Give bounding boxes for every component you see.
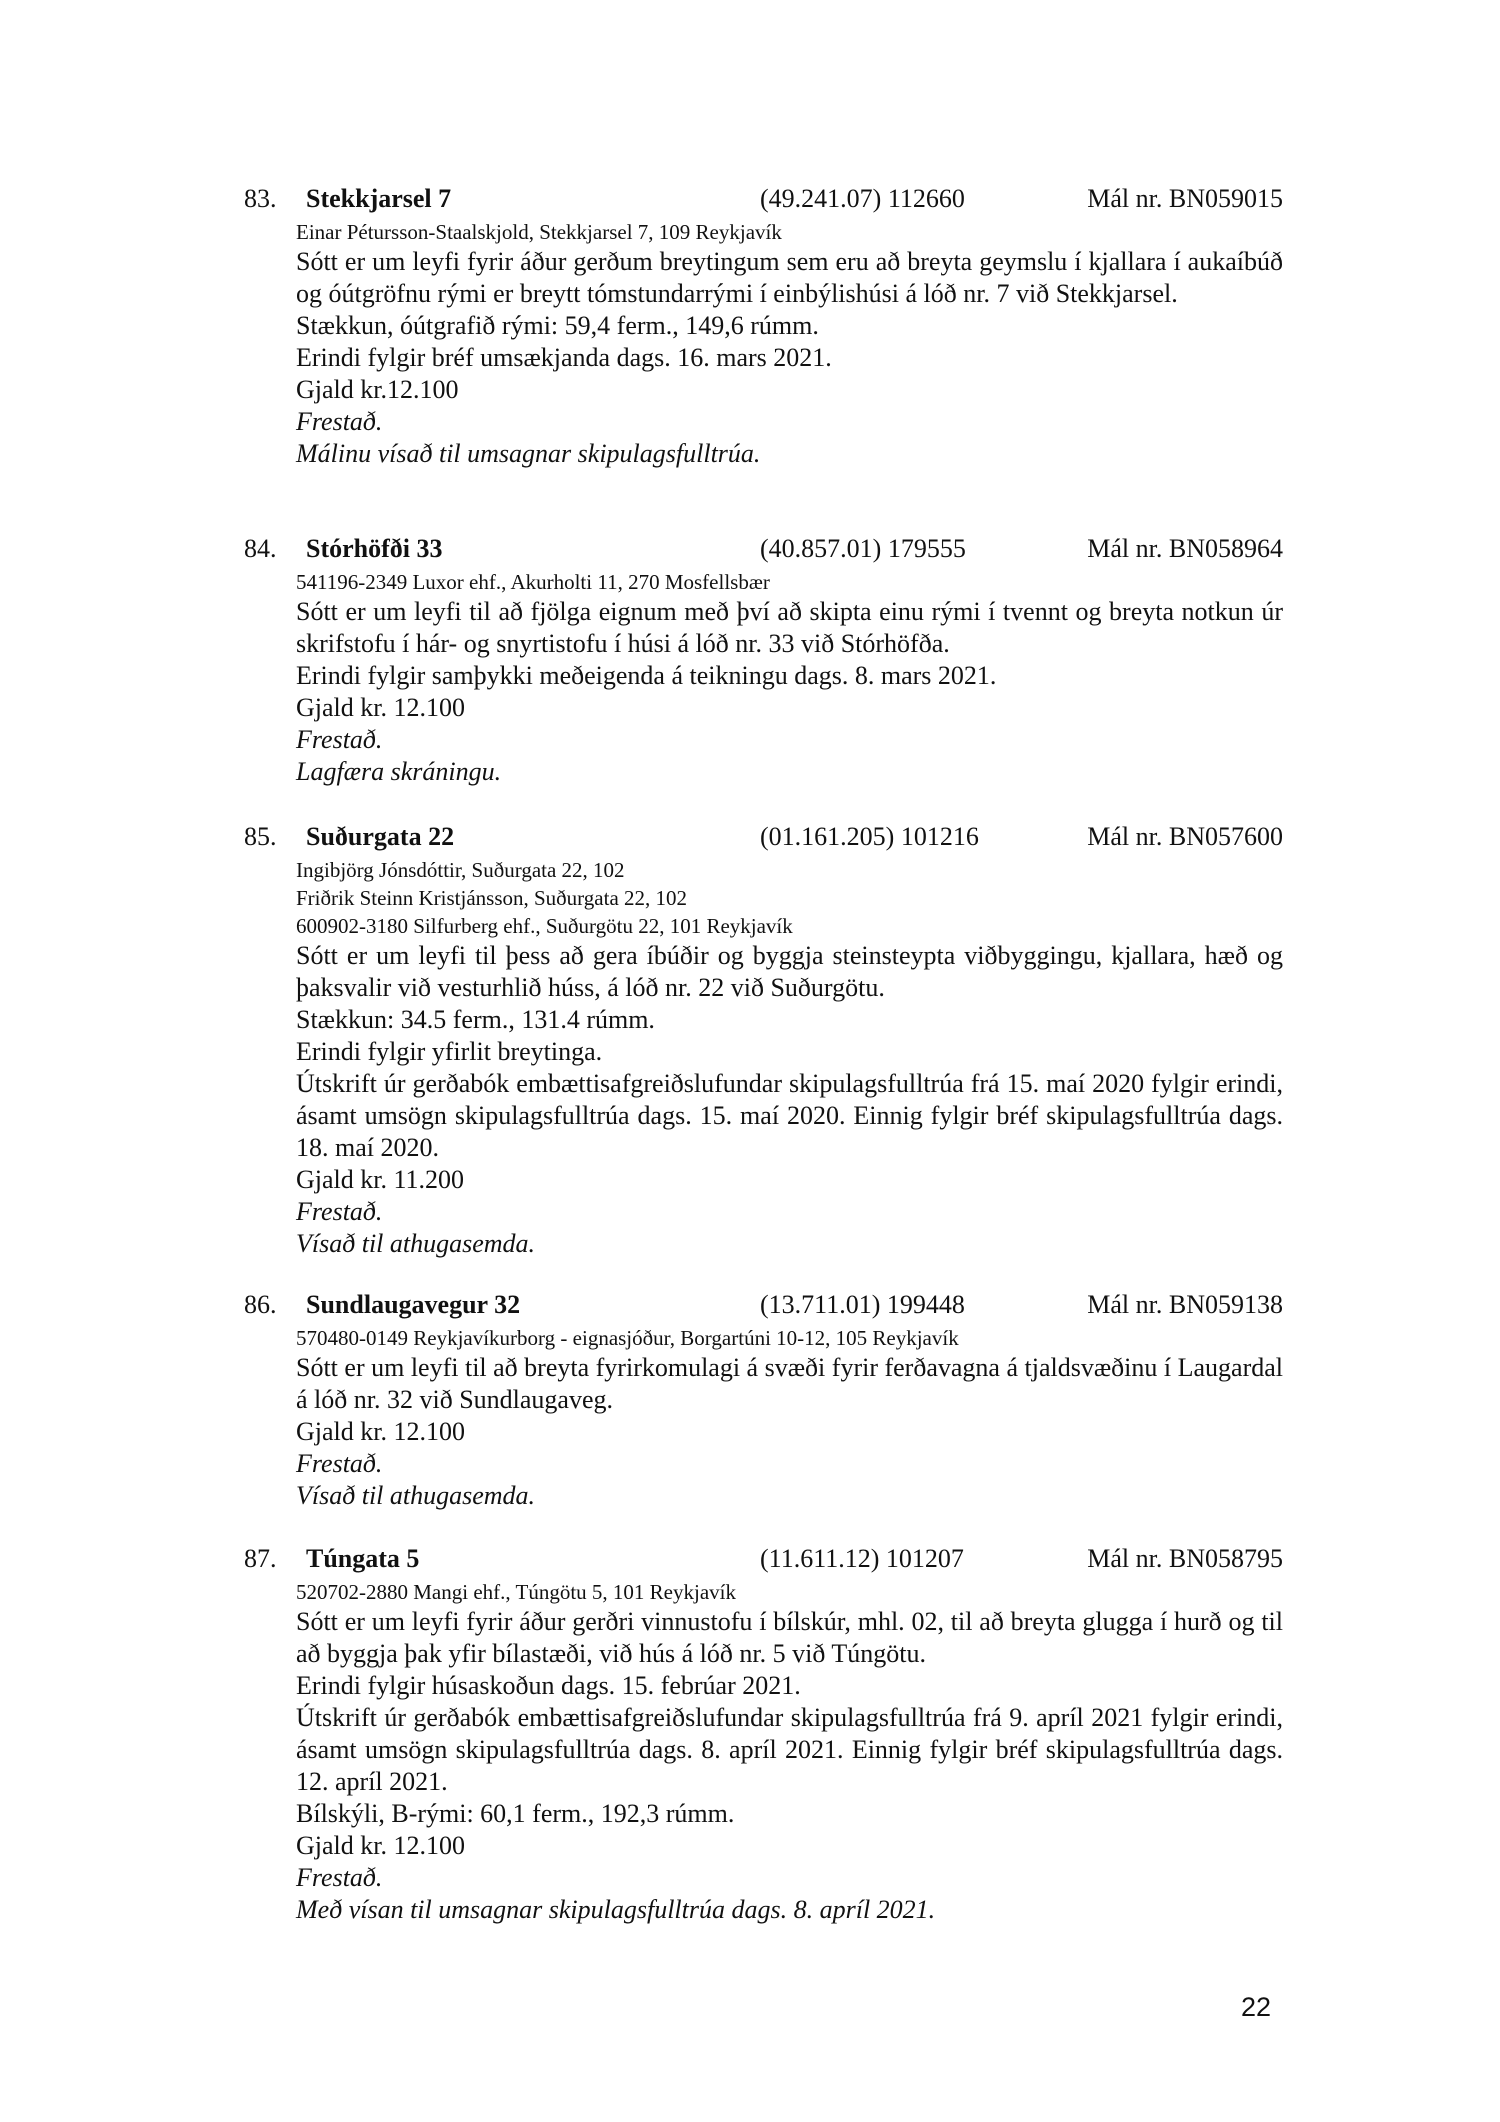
case-entry — [0, 1286, 1500, 1512]
entry-case-number: Mál nr. BN058964 — [1087, 534, 1283, 563]
entry-body — [296, 1324, 1283, 1512]
entry-case-number: Mál nr. BN058795 — [1087, 1544, 1283, 1573]
entry-reference: (40.857.01) 179555 — [760, 534, 966, 563]
applicant: Einar Pétursson-Staalskjold, Stekkjarsel 7, 109 Reykjavík — [296, 220, 782, 244]
entry-body — [296, 218, 1283, 470]
entry-reference: (13.711.01) 199448 — [760, 1290, 965, 1319]
detail-line: Stækkun, óútgrafið rými: 59,4 ferm., 149,6 rúmm. — [296, 311, 819, 340]
entry-title: Stekkjarsel 7 — [306, 184, 452, 213]
applicant: 541196-2349 Luxor ehf., Akurholti 11, 270 Mosfellsbær — [296, 570, 770, 594]
entry-case-number: Mál nr. BN059138 — [1087, 1290, 1283, 1319]
entry-header — [0, 1286, 1500, 1324]
case-entry — [0, 180, 1500, 470]
decision-note: Vísað til athugasemda. — [296, 1481, 536, 1510]
entry-header — [0, 180, 1500, 218]
detail-line: Erindi fylgir yfirlit breytinga. — [296, 1037, 603, 1066]
entry-case-number: Mál nr. BN059015 — [1087, 184, 1283, 213]
entry-reference: (11.611.12) 101207 — [760, 1544, 964, 1573]
decision: Frestað. — [296, 1863, 383, 1892]
detail-line: Erindi fylgir samþykki meðeigenda á teikningu dags. 8. mars 2021. — [296, 661, 997, 690]
decision-note: Með vísan til umsagnar skipulagsfulltrúa dags. 8. apríl 2021. — [296, 1895, 936, 1924]
entry-number: 84. — [244, 534, 277, 563]
decision: Frestað. — [296, 407, 383, 436]
entry-number: 86. — [244, 1290, 277, 1319]
detail-line: Erindi fylgir bréf umsækjanda dags. 16. mars 2021. — [296, 343, 832, 372]
entry-header — [0, 818, 1500, 856]
case-entry — [0, 818, 1500, 1260]
applicant: 570480-0149 Reykjavíkurborg - eignasjóður, Borgartúni 10-12, 105 Reykjavík — [296, 1326, 959, 1350]
entry-reference: (01.161.205) 101216 — [760, 822, 979, 851]
page-number: 22 — [1241, 1992, 1272, 2022]
description: Sótt er um leyfi til þess að gera íbúðir og byggja steinsteypta viðbyggingu, kjallara, hæð og þaksvalir við vesturhlið húss, á lóð nr. 22 við Suðurgötu. — [296, 941, 1283, 1002]
decision-note: Málinu vísað til umsagnar skipulagsfulltrúa. — [296, 439, 761, 468]
entry-reference: (49.241.07) 112660 — [760, 184, 965, 213]
fee-line: Gjald kr.12.100 — [296, 375, 459, 404]
entry-title: Túngata 5 — [306, 1544, 420, 1573]
fee-line: Gjald kr. 12.100 — [296, 1831, 465, 1860]
entry-body — [296, 856, 1283, 1260]
case-entry — [0, 530, 1500, 788]
fee-line: Gjald kr. 12.100 — [296, 693, 465, 722]
entry-number: 85. — [244, 822, 277, 851]
applicant: Ingibjörg Jónsdóttir, Suðurgata 22, 102 — [296, 858, 625, 882]
description: Sótt er um leyfi fyrir áður gerðum breytingum sem eru að breyta geymslu í kjallara í aukaíbúð og óútgröfnu rými er breytt tómstundarrými í einbýlishúsi á lóð nr. 7 við Stekkjarsel. — [296, 247, 1283, 308]
description: Sótt er um leyfi til að fjölga eignum með því að skipta einu rými í tvennt og breyta notkun úr skrifstofu í hár- og snyrtistofu í húsi á lóð nr. 33 við Stórhöfða. — [296, 597, 1283, 658]
applicant: Friðrik Steinn Kristjánsson, Suðurgata 22, 102 — [296, 886, 688, 910]
entry-number: 87. — [244, 1544, 277, 1573]
entry-header — [0, 1540, 1500, 1578]
attachment-paragraph: Útskrift úr gerðabók embættisafgreiðslufundar skipulagsfulltrúa frá 9. apríl 2021 fylgir erindi, ásamt umsögn skipulagsfulltrúa dags. 8. apríl 2021. Einnig fylgir bréf skipulagsfulltrúa dags. 12. apríl 2021. — [296, 1703, 1283, 1796]
case-entry — [0, 1540, 1500, 1926]
entry-title: Suðurgata 22 — [306, 822, 455, 851]
decision-note: Lagfæra skráningu. — [296, 757, 502, 786]
detail-line: Bílskýli, B-rými: 60,1 ferm., 192,3 rúmm. — [296, 1799, 735, 1828]
applicant: 600902-3180 Silfurberg ehf., Suðurgötu 22, 101 Reykjavík — [296, 914, 793, 938]
fee-line: Gjald kr. 11.200 — [296, 1165, 465, 1194]
entry-body — [296, 1578, 1283, 1926]
description: Sótt er um leyfi fyrir áður gerðri vinnustofu í bílskúr, mhl. 02, til að breyta glugga í hurð og til að byggja þak yfir bílastæði, við hús á lóð nr. 5 við Túngötu. — [296, 1607, 1283, 1668]
entry-number: 83. — [244, 184, 277, 213]
entry-header — [0, 530, 1500, 568]
decision-note: Vísað til athugasemda. — [296, 1229, 536, 1258]
entry-case-number: Mál nr. BN057600 — [1087, 822, 1283, 851]
detail-line: Erindi fylgir húsaskoðun dags. 15. febrúar 2021. — [296, 1671, 801, 1700]
entry-title: Sundlaugavegur 32 — [306, 1290, 521, 1319]
detail-line: Stækkun: 34.5 ferm., 131.4 rúmm. — [296, 1005, 655, 1034]
decision: Frestað. — [296, 1197, 383, 1226]
applicant: 520702-2880 Mangi ehf., Túngötu 5, 101 Reykjavík — [296, 1580, 736, 1604]
entry-body — [296, 568, 1283, 788]
decision: Frestað. — [296, 725, 383, 754]
fee-line: Gjald kr. 12.100 — [296, 1417, 465, 1446]
entry-title: Stórhöfði 33 — [306, 534, 443, 563]
decision: Frestað. — [296, 1449, 383, 1478]
description: Sótt er um leyfi til að breyta fyrirkomulagi á svæði fyrir ferðavagna á tjaldsvæðinu í Laugardal á lóð nr. 32 við Sundlaugaveg. — [296, 1353, 1283, 1414]
attachment-paragraph: Útskrift úr gerðabók embættisafgreiðslufundar skipulagsfulltrúa frá 15. maí 2020 fylgir erindi, ásamt umsögn skipulagsfulltrúa dags. 15. maí 2020. Einnig fylgir bréf skipulagsfulltrúa dags. 18. maí 2020. — [296, 1069, 1283, 1162]
